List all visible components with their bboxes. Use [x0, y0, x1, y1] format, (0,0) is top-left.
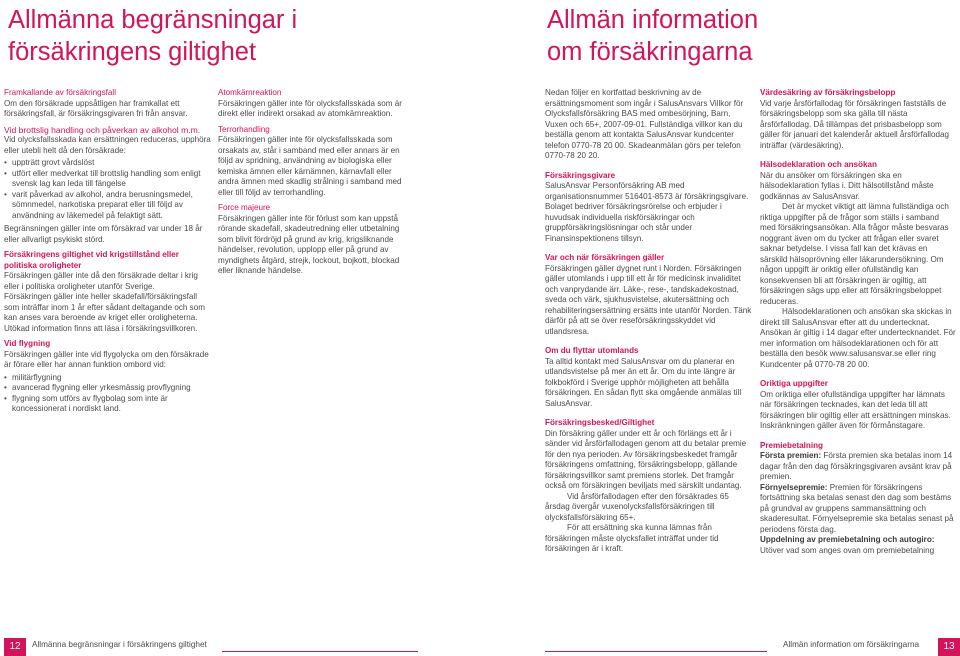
section-heading: Vid flygning	[4, 339, 51, 348]
list-item: • avancerad flygning eller yrkesmässig provflygning	[4, 383, 211, 394]
term-text: Första premien ska betalas inom 14 dagar från den dag försäkringsgivaren avsänt krav på premien.	[760, 451, 953, 481]
page-number-left: 12	[4, 638, 26, 656]
paragraph: Om den försäkrade uppsåtligen har framkallat ett försäkringsfall, är försäkringsgivaren fri från ansvar.	[4, 98, 188, 118]
column-4	[760, 88, 956, 556]
paragraph	[760, 451, 956, 483]
paragraph: Försäkringen gäller inte heller skadefall/försäkringsfall som inträffar inom 1 år efter sådant deltagande och som kan anses vara beroende av kriget eller oroligheterna. Utökad information finns att läsa i försäkringsvillkoren.	[4, 292, 205, 333]
list-item: • militärflygning	[4, 373, 211, 384]
paragraph: Vid olycksfallsskada kan ersättningen reduceras, upphöra eller utebli helt då den försäkrade:	[4, 135, 211, 155]
paragraph	[760, 535, 956, 556]
column-1	[4, 88, 211, 418]
paragraph: Begränsningen gäller inte om försäkrad var under 18 år eller allvarligt psykiskt störd.	[4, 224, 203, 244]
bullet-list	[4, 373, 211, 415]
paragraph: Försäkringen gäller inte då den försäkrade deltar i krig eller i politiska oroligheter utanför Sverige.	[4, 271, 198, 291]
paragraph: Din försäkring gäller under ett år och förlängs ett år i sänder vid årsförfallodagen genom att du betalar premie för den nya perioden. Av försäkringsbeskedet framgår försäkringens omfattning, försäkringsbelopp, gällande försäkringsvillkor samt premiens storlek. Det framgår också om försäkringen beviljats med särskilt undantag.	[545, 428, 747, 490]
paragraph: Ta alltid kontakt med SalusAnsvar om du planerar en utlandsvistelse på mer än ett år. Om du inte längre är folkbokförd i Sverige upphör möjligheten att behålla försäkringen. En sådan flytt ska omgående anmälas till SalusAnsvar.	[545, 356, 742, 408]
list-item: • uppträtt grovt vårdslöst	[4, 158, 211, 169]
list-item: • flygning som utförs av flygbolag som inte är koncessionerat i nordiskt land.	[4, 394, 211, 415]
list-item: • varit påverkad av alkohol, andra berusningsmedel, sömnmedel, narkotiska preparat eller till följd av användning av läkemedel på felaktigt sätt.	[4, 190, 211, 222]
section-heading: Försäkringsgivare	[545, 170, 616, 180]
paragraph: Nedan följer en kortfattad beskrivning av de ersättningsmoment som ingår i SalusAnsvars Villkor för Olycksfallsförsäkring BAS med ombesörjning, Barn, Vuxen och 65+, 2007-09-01. Fullständiga villkor kan du beställa genom att kontakta SalusAnsvar kundcenter telefon 0770-78 20 00. Skadeanmälan görs per telefon 0770-78 20 20.	[545, 88, 744, 160]
paragraph: Det är mycket viktigt att lämna fullständiga och riktiga uppgifter på de frågor som ställs i samband med försäkringsansökan. Alla frågor måste besvaras noggrant även om du tycker att frågan eller svaret saknar betydelse. I vissa fall kan det krävas en särskild hälsoprövning eller läkarundersökning. Om någon uppgift är oriktig eller ofullständig kan konsekvensen bli att försäkringen är ogiltig, att försäkringen sägs upp eller att försäkringsbeloppet reduceras.	[760, 202, 949, 306]
paragraph: För att ersättning ska kunna lämnas från försäkringen måste olycksfallet inträffat under tid försäkringen är i kraft.	[545, 523, 719, 553]
title-line: Allmänna begränsningar i	[8, 6, 298, 34]
section-heading: Force majeure	[218, 203, 271, 212]
paragraph: Hälsodeklarationen och ansökan ska skickas in direkt till SalusAnsvar efter att du undertecknat. Ansökan är giltig i 14 dagar efter undertecknandet. För mer information om hälsodeklarationen och för att beställa den besök www.salusansvar.se eller ring Kundcenter på 0770-78 20 00.	[760, 307, 956, 369]
page-title-right	[547, 4, 758, 68]
section-heading: Försäkringsbesked/Giltighet	[545, 418, 655, 427]
paragraph: Vid årsförfallodagen efter den försäkrades 65 årsdag övergår vuxenolycksfallsförsäkringen till olycksfallsförsäkring 65+.	[545, 491, 729, 522]
section-heading: Hälsodeklaration och ansökan	[760, 160, 877, 169]
section-heading: Premiebetalning	[760, 440, 823, 450]
column-3	[545, 88, 752, 555]
column-2	[218, 88, 414, 277]
title-line: Allmän information	[547, 6, 759, 34]
term-label: Första premien:	[760, 451, 822, 460]
section-heading: Atomkärnreaktion	[218, 88, 282, 97]
section-heading: Vid brottslig handling och påverkan av alkohol m.m.	[4, 124, 201, 135]
footer-divider-left	[222, 651, 418, 652]
term-label: Uppdelning av premiebetalning och autogiro:	[760, 535, 935, 544]
section-heading: Var och när försäkringen gäller	[545, 253, 665, 262]
list-item: • utfört eller medverkat till brottslig handling som enligt svensk lag kan leda till fängelse	[4, 169, 211, 190]
term-label: Förnyelsepremie:	[760, 482, 828, 492]
footer-text-left: Allmänna begränsningar i försäkringens giltighet	[32, 640, 207, 649]
footer	[0, 638, 960, 656]
section-heading: Terrorhandling	[218, 124, 270, 134]
bullet-list	[4, 158, 211, 221]
paragraph: Försäkringen gäller inte för olycksfallsskada som är direkt eller indirekt orsakad av atomkärnreaktion.	[218, 98, 402, 118]
section-heading: Oriktiga uppgifter	[760, 379, 828, 388]
paragraph: Försäkringen gäller inte för olycksfallsskada som orsakats av, står i samband med eller annars är en följd av spridning, användning av biologiska eller kemiska ämnen eller kärnämnen, kärnavfall eller andra ämnen med skadlig strålning i samband med eller till följd av terrorhandling.	[218, 135, 402, 197]
paragraph: Försäkringen gäller inte för förlust som kan uppstå rörande skadefall, skadeutredning eller utbetalning som blivit fördröjd på grund av krig, krigsliknande händelser, revolution, upplopp eller på grund av myndighets åtgärd, strejk, lockout, bojkott, blockad eller liknande händelse.	[218, 213, 400, 275]
paragraph: När du ansöker om försäkringen ska en hälsodeklaration fyllas i. Ditt hälsotillstånd måste godkännas av SalusAnsvar.	[760, 170, 934, 201]
paragraph	[760, 483, 956, 536]
section-heading: Värdesäkring av försäkringsbelopp	[760, 88, 896, 97]
footer-divider-right	[545, 651, 767, 652]
term-text: Utöver vad som anges ovan om premiebetalning	[760, 545, 935, 555]
paragraph: Försäkringen gäller inte vid flygolycka om den försäkrade är förare eller har annan funktion ombord vid:	[4, 349, 209, 369]
title-line: om försäkringarna	[547, 38, 753, 66]
page-number-right: 13	[938, 638, 960, 656]
title-line: försäkringens giltighet	[8, 38, 257, 66]
section-heading: Om du flyttar utomlands	[545, 346, 639, 355]
paragraph: Om oriktiga eller ofullständiga uppgifter har lämnats när försäkringen tecknades, kan det leda till att försäkringen blir ogiltig eller att ersättningen minskas. Inskränkningen gäller även för förmånstagare.	[760, 389, 951, 430]
paragraph: Vid varje årsförfallodag för försäkringen fastställs de försäkringsbelopp som ska gälla till nästa årsförfallodag. Då tillämpas det prisbasbelopp som gäller för januari det kalenderår aktuell årsförfallodag inträffar (värdesäkring).	[760, 98, 949, 150]
footer-text-right: Allmän information om försäkringarna	[783, 640, 920, 649]
section-heading: Försäkringens giltighet vid krigstillstånd eller politiska oroligheter	[4, 250, 179, 270]
paragraph: Försäkringen gäller dygnet runt i Norden. Försäkringen gäller utomlands i upp till ett år för medicinsk invaliditet och vanprydande ärr. Läke-, rese-, tandskadekostnad, sveda och värk, sjukhusvistelse, akutersättning och rehabiliteringsersättning ersätts inte utanför Norden. Tänk därför på att se över reseförsäkringsskyddet vid utlandsresa.	[545, 263, 752, 336]
section-heading: Framkallande av försäkringsfall	[4, 88, 117, 97]
paragraph: SalusAnsvar Personförsäkring AB med organisationsnummer 516401-8573 är försäkringsgivare. Bolaget bedriver försäkringsrörelse och erbjuder i huvudsak individuella riskförsäkringar och gruppförsäkringslösningar och står under Finansinspektionens tillsyn.	[545, 181, 749, 243]
page-title-left	[8, 4, 297, 68]
term-text: Premien för försäkringens fortsättning ska betalas senast den dag som bestäms på grundval av gruppens sammansättning och skaderesultat. Förnyelsepremie ska betalas senast på periodens första dag.	[760, 482, 954, 534]
